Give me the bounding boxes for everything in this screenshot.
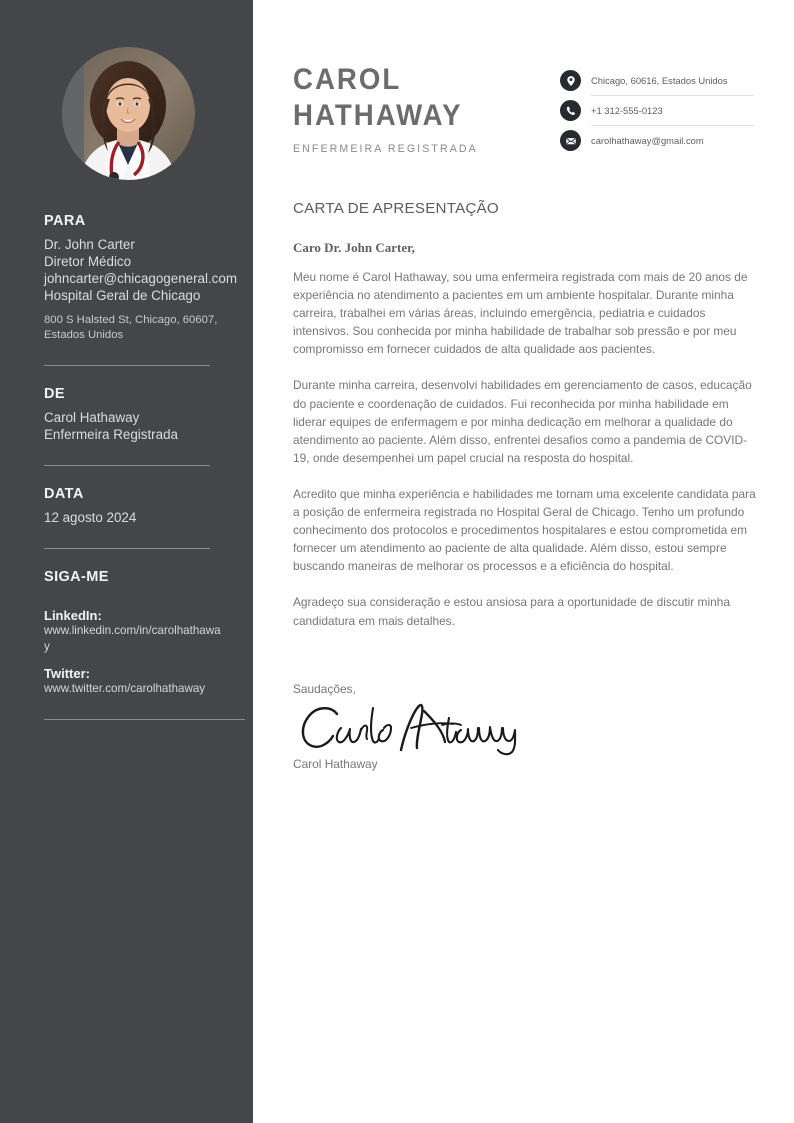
contact-phone (560, 96, 765, 125)
sidebar-section-date (44, 486, 224, 526)
avatar (62, 47, 195, 180)
divider-after-date (44, 548, 210, 549)
last-name: HATHAWAY (293, 99, 463, 132)
contact-location (560, 66, 765, 95)
letter-paragraph-4: Agradeço sua consideração e estou ansiosa para a oportunidade de discutir minha candidatura em mais detalhes. (293, 595, 730, 628)
to-address: 800 S Halsted St, Chicago, 60607, Estados Unidos (44, 314, 218, 341)
contact-email (560, 126, 765, 155)
sidebar-section-to (44, 213, 237, 343)
to-email: johncarter@chicagogeneral.com (44, 271, 237, 286)
social-heading: SIGA-ME (44, 569, 109, 585)
sidebar-section-from (44, 386, 224, 443)
job-title: ENFERMEIRA REGISTRADA (293, 143, 478, 155)
portrait-photo-icon (62, 47, 195, 180)
signature-name: Carol Hathaway (293, 756, 378, 771)
letter-greeting: Caro Dr. John Carter, (293, 240, 415, 255)
letter-body (293, 200, 758, 771)
date-value: 12 agosto 2024 (44, 510, 137, 525)
divider-after-to (44, 365, 210, 366)
to-organization: Hospital Geral de Chicago (44, 288, 201, 303)
linkedin-url[interactable]: www.linkedin.com/in/carolhathaway (44, 624, 221, 653)
location-pin-icon (560, 70, 581, 91)
divider-after-from (44, 465, 210, 466)
date-heading: DATA (44, 486, 84, 502)
letter-closing: Saudações, (293, 681, 356, 696)
sidebar-section-social (44, 569, 224, 697)
to-line-2: Diretor Médico (44, 254, 132, 269)
letter-title: CARTA DE APRESENTAÇÃO (293, 200, 499, 217)
sidebar (0, 0, 253, 1123)
divider-after-social (44, 719, 245, 720)
from-heading: DE (44, 386, 65, 402)
email-text: carolhathaway@gmail.com (591, 135, 704, 146)
to-line-1: Dr. John Carter (44, 237, 135, 252)
from-role: Enfermeira Registrada (44, 427, 178, 442)
sidebar-content (44, 213, 237, 740)
letter-paragraph-1: Meu nome é Carol Hathaway, sou uma enfermeira registrada com mais de 20 anos de experiência no atendimento a pacientes em um ambiente hospitalar. Durante minha carreira, trabalhei em várias áreas, incluindo emergência, pediatria e cuidados intensivos. Sou conhecida por minha habilidade de trabalhar sob pressão e por meu compromisso em fornecer cuidados de alta qualidade aos pacientes. (293, 270, 748, 357)
signature-image (293, 698, 758, 756)
phone-text: +1 312-555-0123 (591, 105, 663, 116)
envelope-icon (560, 130, 581, 151)
from-name: Carol Hathaway (44, 410, 140, 425)
first-name: CAROL (293, 63, 402, 96)
location-text: Chicago, 60616, Estados Unidos (591, 75, 728, 86)
twitter-url[interactable]: www.twitter.com/carolhathaway (44, 682, 206, 695)
phone-icon (560, 100, 581, 121)
to-heading: PARA (44, 213, 86, 229)
letter-paragraph-3: Acredito que minha experiência e habilidades me tornam uma excelente candidata para a posição de enfermeira registrada no Hospital Geral de Chicago. Tenho um profundo conhecimento dos protocolos e procedimentos hospitalares e estou comprometida em fornecer um atendimento ao paciente de alta qualidade. Além disso, estou sempre buscando maneiras de melhorar os processos e a eficiência do hospital. (293, 486, 756, 574)
main-content (253, 0, 794, 1123)
letter-paragraph-2: Durante minha carreira, desenvolvi habilidades em gerenciamento de casos, educação do paciente e coordenação de cuidados. Fui reconhecida por minha habilidade em liderar equipes de enfermagem e por minha dedicação em melhorar a qualidade do atendimento ao paciente. Além disso, enfrentei desafios como a pandemia de COVID-19, onde desempenhei um papel crucial na resposta do hospital. (293, 378, 752, 465)
twitter-label: Twitter: (44, 666, 90, 681)
linkedin-label: LinkedIn: (44, 608, 102, 623)
contact-list (560, 66, 765, 155)
